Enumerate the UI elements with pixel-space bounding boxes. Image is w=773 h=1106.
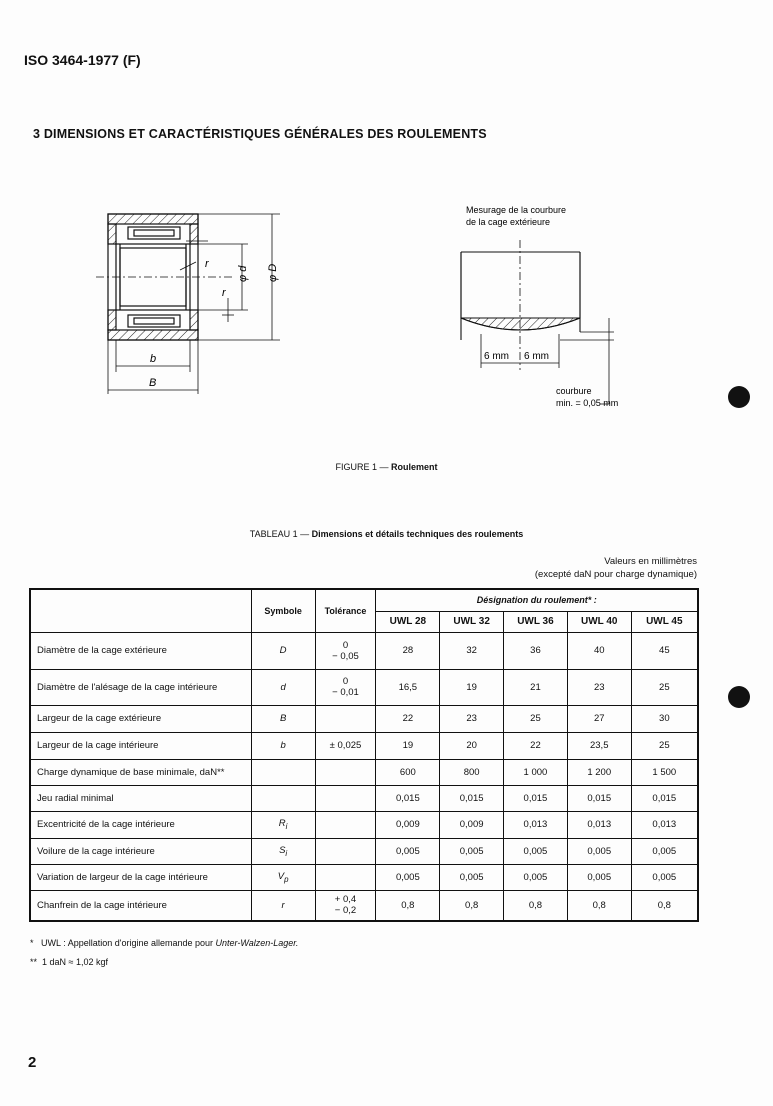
row-value: 22 [504, 732, 568, 759]
section-title: 3 DIMENSIONS ET CARACTÉRISTIQUES GÉNÉRALES DES ROULEMENTS [33, 127, 487, 141]
table-row [30, 811, 698, 838]
row-value: 25 [631, 732, 698, 759]
row-symbol [251, 759, 315, 785]
six-mm-right: 6 mm [524, 351, 549, 362]
table-caption-prefix: TABLEAU 1 — [249, 529, 312, 539]
row-symbol: r [251, 890, 315, 921]
row-value: 19 [440, 669, 504, 705]
row-value: 0,005 [567, 864, 631, 890]
table-row [30, 732, 698, 759]
row-value: 0,005 [631, 864, 698, 890]
courbure-1: courbure [556, 386, 592, 396]
row-value: 0,005 [376, 864, 440, 890]
measure-title-2: de la cage extérieure [466, 217, 551, 227]
footnotes [30, 934, 298, 972]
row-value: 0,8 [567, 890, 631, 921]
header-model: UWL 40 [567, 611, 631, 632]
row-tolerance [315, 732, 376, 759]
bearing-table [29, 588, 699, 922]
row-label: Diamètre de la cage extérieure [30, 632, 251, 669]
header-model: UWL 32 [440, 611, 504, 632]
row-value: 1 500 [631, 759, 698, 785]
row-value: 21 [504, 669, 568, 705]
row-value: 27 [567, 705, 631, 732]
label-b: b [150, 353, 157, 365]
row-value: 0,009 [440, 811, 504, 838]
table-caption [0, 529, 773, 539]
curvature-drawing [461, 240, 614, 404]
footnote-1-text: UWL : Appellation d'origine allemande pour [41, 938, 216, 948]
row-value: 0,005 [440, 864, 504, 890]
units-line-1: Valeurs en millimètres [604, 556, 697, 567]
header-designation: Désignation du roulement* : [376, 589, 698, 611]
units-note [535, 555, 697, 581]
row-value: 800 [440, 759, 504, 785]
row-value: 0,8 [376, 890, 440, 921]
measure-title-1: Mesurage de la courbure [466, 205, 567, 215]
row-value: 0,013 [631, 811, 698, 838]
row-value: 0,005 [567, 838, 631, 864]
tolerance-top: + 0,4 [334, 894, 357, 906]
row-symbol: B [251, 705, 315, 732]
label-r: r [205, 258, 209, 270]
symbol-subscript: p [284, 874, 289, 884]
row-value: 20 [440, 732, 504, 759]
row-value: 0,8 [631, 890, 698, 921]
row-tolerance [315, 669, 376, 705]
punch-hole-dot [728, 686, 750, 708]
row-value: 0,015 [504, 785, 568, 811]
row-tolerance [315, 838, 376, 864]
row-value: 600 [376, 759, 440, 785]
document-id: ISO 3464-1977 (F) [24, 52, 141, 68]
header-blank [30, 589, 251, 632]
table-row [30, 838, 698, 864]
footnote-2-mark: ** [30, 957, 38, 967]
row-symbol: D [251, 632, 315, 669]
row-value: 0,013 [504, 811, 568, 838]
row-value: 40 [567, 632, 631, 669]
row-value: 23 [440, 705, 504, 732]
footnote-1-mark: * [30, 938, 34, 948]
table-row [30, 632, 698, 669]
row-value: 0,8 [440, 890, 504, 921]
row-value: 23,5 [567, 732, 631, 759]
six-mm-left: 6 mm [484, 351, 509, 362]
header-symbols: Symbole [251, 589, 315, 632]
table-row [30, 705, 698, 732]
table-row [30, 785, 698, 811]
row-symbol [251, 785, 315, 811]
table-row [30, 759, 698, 785]
row-tolerance [315, 759, 376, 785]
row-value: 0,015 [567, 785, 631, 811]
row-value: 1 200 [567, 759, 631, 785]
row-value: 0,8 [504, 890, 568, 921]
label-D: φ D [267, 263, 279, 282]
row-tolerance [315, 811, 376, 838]
row-value: 22 [376, 705, 440, 732]
symbol-subscript: i [285, 821, 288, 831]
figure-caption-prefix: FIGURE 1 — [335, 462, 391, 472]
row-tolerance [315, 785, 376, 811]
row-tolerance [315, 632, 376, 669]
row-value: 25 [504, 705, 568, 732]
row-tolerance [315, 705, 376, 732]
row-value: 0,005 [440, 838, 504, 864]
row-value: 25 [631, 669, 698, 705]
header-model: UWL 45 [631, 611, 698, 632]
row-value: 0,005 [376, 838, 440, 864]
table-row [30, 669, 698, 705]
row-label: Jeu radial minimal [30, 785, 251, 811]
row-label: Charge dynamique de base minimale, daN** [30, 759, 251, 785]
row-value: 0,005 [631, 838, 698, 864]
bearing-section-drawing [108, 214, 198, 340]
table-row [30, 864, 698, 890]
row-value: 0,015 [376, 785, 440, 811]
row-label: Chanfrein de la cage intérieure [30, 890, 251, 921]
row-value: 0,009 [376, 811, 440, 838]
footnote-1 [30, 934, 298, 953]
row-tolerance [315, 890, 376, 921]
row-value: 0,013 [567, 811, 631, 838]
row-value: 36 [504, 632, 568, 669]
tolerance-top: 0 [342, 639, 349, 651]
symbol-subscript: i [285, 848, 288, 858]
figure-caption-title: Roulement [391, 462, 438, 472]
label-B: B [149, 377, 157, 389]
row-label: Variation de largeur de la cage intérieure [30, 864, 251, 890]
row-value: 32 [440, 632, 504, 669]
row-symbol: d [251, 669, 315, 705]
row-value: 0,015 [440, 785, 504, 811]
punch-hole-dot [728, 386, 750, 408]
row-value: 0,005 [504, 838, 568, 864]
row-symbol: b [251, 732, 315, 759]
row-value: 0,015 [631, 785, 698, 811]
row-value: 16,5 [376, 669, 440, 705]
row-label: Excentricité de la cage intérieure [30, 811, 251, 838]
row-label: Diamètre de l'alésage de la cage intérieure [30, 669, 251, 705]
tolerance-bottom: − 0,01 [332, 687, 359, 698]
label-d: φ d [237, 265, 249, 282]
row-value: 45 [631, 632, 698, 669]
row-symbol: $R_i$ [251, 811, 315, 838]
row-value: 0,005 [504, 864, 568, 890]
footnote-2-text: 1 daN ≈ 1,02 kgf [42, 957, 109, 967]
row-label: Largeur de la cage extérieure [30, 705, 251, 732]
row-value: 23 [567, 669, 631, 705]
tolerance-top: ± 0,025 [329, 740, 362, 751]
tolerance-bottom: − 0,05 [332, 650, 359, 662]
row-value: 19 [376, 732, 440, 759]
row-value: 1 000 [504, 759, 568, 785]
table-row [30, 890, 698, 921]
courbure-2: min. = 0,05 mm [556, 398, 619, 408]
row-tolerance [315, 864, 376, 890]
header-tolerance: Tolérance [315, 589, 376, 632]
header-model: UWL 28 [376, 611, 440, 632]
tolerance-top: 0 [342, 676, 349, 687]
row-value: 30 [631, 705, 698, 732]
table-caption-title: Dimensions et détails techniques des roulements [311, 529, 524, 539]
row-symbol: $S_i$ [251, 838, 315, 864]
row-label: Voilure de la cage intérieure [30, 838, 251, 864]
units-line-2: (excepté daN pour charge dynamique) [534, 569, 697, 580]
row-symbol: $V_p$ [251, 864, 315, 890]
bearing-figure [0, 0, 773, 480]
tolerance-bottom: − 0,2 [334, 905, 357, 917]
header-model: UWL 36 [504, 611, 568, 632]
footnote-1-italic: Unter-Walzen-Lager. [215, 938, 299, 948]
page-number: 2 [28, 1054, 37, 1071]
footnote-2 [30, 953, 298, 972]
row-value: 28 [376, 632, 440, 669]
figure-caption [0, 462, 773, 472]
label-r2: r [222, 287, 226, 299]
row-label: Largeur de la cage intérieure [30, 732, 251, 759]
